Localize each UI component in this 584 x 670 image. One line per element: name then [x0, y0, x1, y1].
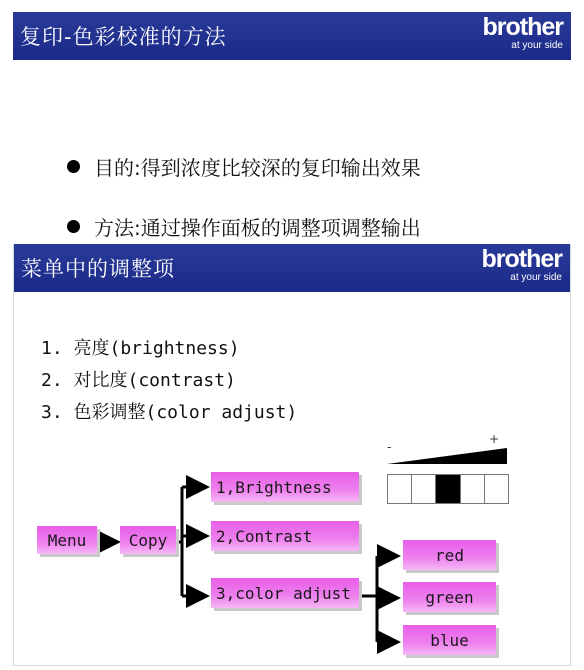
option-contrast: 2,Contrast	[211, 521, 359, 551]
slide-menu-adjustments	[13, 244, 571, 666]
scale-cell	[412, 475, 436, 503]
level-ramp	[387, 448, 507, 464]
title-bar	[13, 12, 571, 60]
logo-tagline: at your side	[511, 40, 563, 51]
logo-tagline: at your side	[510, 272, 562, 283]
plus-sign: +	[489, 432, 500, 446]
slide-title: 菜单中的调整项	[21, 257, 175, 281]
bullet-text: 目的:得到浓度比较深的复印输出效果	[94, 156, 421, 180]
scale-cell	[461, 475, 485, 503]
minus-sign: -	[387, 440, 392, 454]
option-brightness: 1,Brightness	[211, 472, 359, 502]
color-red: red	[403, 540, 496, 570]
copy-box: Copy	[120, 526, 176, 554]
color-green: green	[403, 582, 496, 612]
slide-title: 复印-色彩校准的方法	[20, 25, 227, 49]
color-blue: blue	[403, 625, 496, 655]
bullet-method	[67, 212, 421, 241]
brother-logo	[483, 15, 564, 51]
scale-cell	[485, 475, 508, 503]
scale-cell	[436, 475, 460, 503]
list-item-brightness: 1. 亮度(brightness)	[41, 338, 240, 359]
logo-brand: brother	[481, 245, 562, 273]
logo-brand: brother	[482, 13, 563, 41]
bullet-purpose	[67, 152, 421, 181]
bullet-dot	[67, 160, 80, 173]
bullet-text: 方法:通过操作面板的调整项调整输出	[94, 216, 421, 240]
menu-box: Menu	[37, 526, 97, 554]
list-item-color-adjust: 3. 色彩调整(color adjust)	[41, 402, 298, 423]
list-item-contrast: 2. 对比度(contrast)	[41, 370, 236, 391]
bullet-dot	[67, 220, 80, 233]
slide-copy-color-calibration	[13, 12, 571, 244]
scale-cell	[388, 475, 412, 503]
level-scale	[387, 474, 509, 504]
option-color-adjust: 3,color adjust	[211, 578, 359, 608]
